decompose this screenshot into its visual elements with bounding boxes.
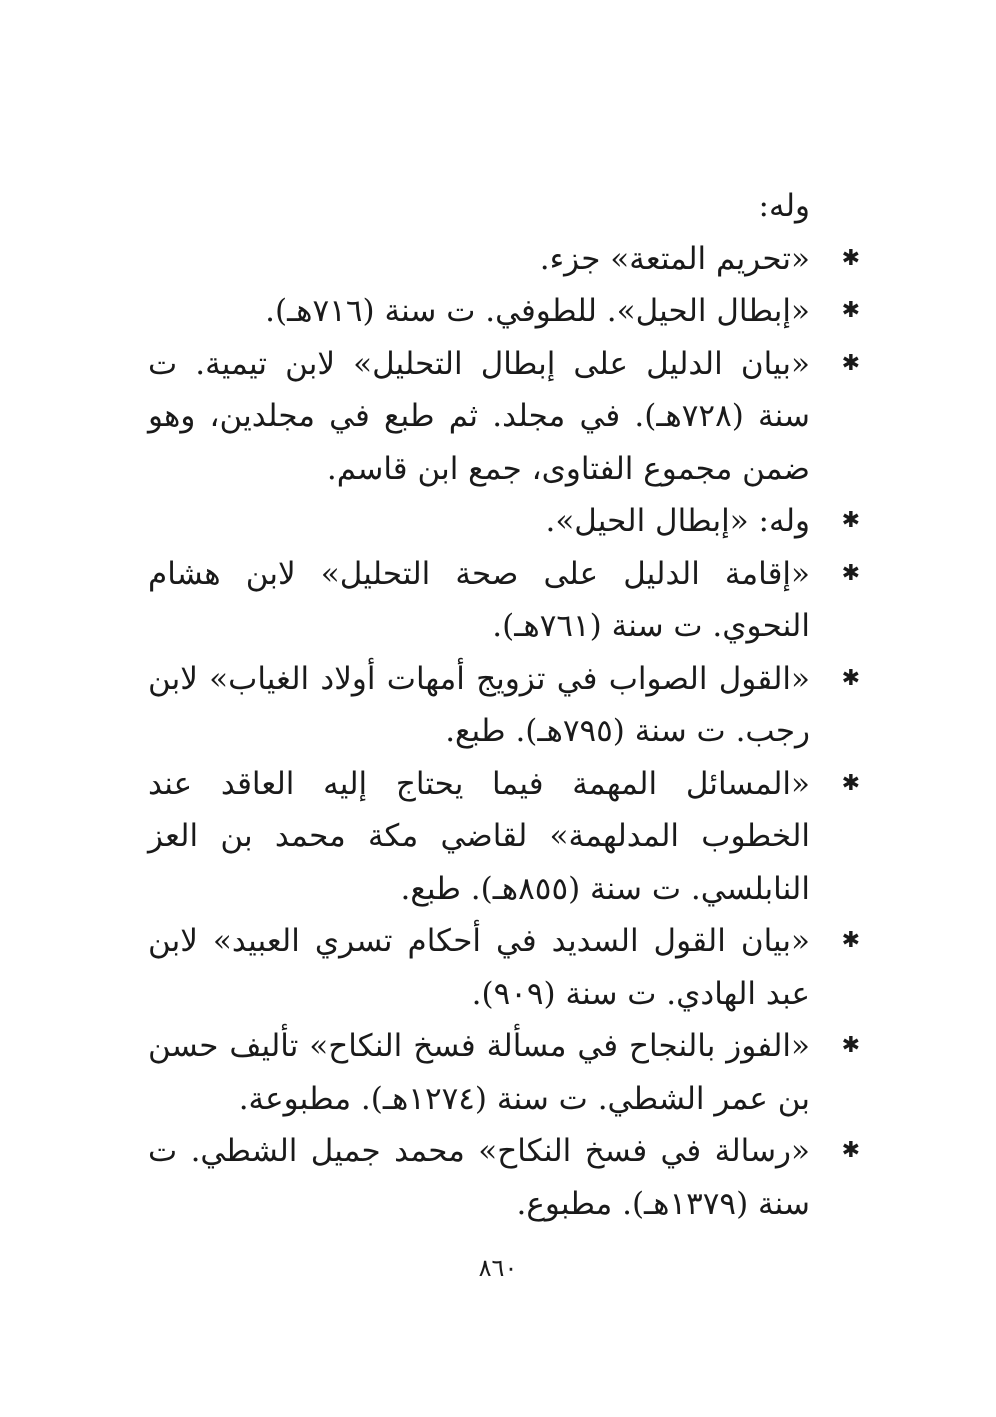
list-item bbox=[148, 285, 860, 338]
list-item bbox=[148, 915, 860, 1020]
list-item bbox=[148, 653, 860, 758]
entry-text: وله: «إبطال الحيل». bbox=[545, 503, 810, 539]
asterisk-bullet-icon: ✱ bbox=[841, 665, 860, 691]
list-item bbox=[148, 233, 860, 286]
asterisk-bullet-icon: ✱ bbox=[841, 508, 860, 533]
asterisk-bullet-icon: ✱ bbox=[841, 770, 860, 796]
entry-text: «بيان القول السديد في أحكام تسري العبيد» لابن عبد الهادي. ت سنة (٩٠٩). bbox=[148, 923, 810, 1012]
entry-text: «القول الصواب في تزويج أمهات أولاد الغياب» لابن رجب. ت سنة (٧٩٥هـ). طبع. bbox=[148, 660, 810, 749]
asterisk-bullet-icon: ✱ bbox=[841, 298, 860, 323]
entry-text: «رسالة في فسخ النكاح» محمد جميل الشطي. ت سنة (١٣٧٩هـ). مطبوع. bbox=[148, 1133, 810, 1222]
entry-text: «المسائل المهمة فيما يحتاج إليه العاقد عند الخطوب المدلهمة» لقاضي مكة محمد بن العز النابلسي. ت سنة (٨٥٥هـ). طبع. bbox=[148, 765, 810, 907]
page-number: ٨٦٠ bbox=[478, 1254, 518, 1282]
entry-text: «الفوز بالنجاح في مسألة فسخ النكاح» تأليف حسن بن عمر الشطي. ت سنة (١٢٧٤هـ). مطبوعة. bbox=[148, 1028, 810, 1117]
list-item bbox=[148, 495, 860, 548]
asterisk-bullet-icon: ✱ bbox=[841, 350, 860, 376]
entry-text: «إبطال الحيل». للطوفي. ت سنة (٧١٦هـ). bbox=[265, 293, 810, 329]
list-item bbox=[148, 338, 860, 496]
intro-label: وله: bbox=[758, 188, 810, 224]
entry-list bbox=[148, 233, 860, 1231]
entry-text: «إقامة الدليل على صحة التحليل» لابن هشام النحوي. ت سنة (٧٦١هـ). bbox=[148, 555, 810, 644]
asterisk-bullet-icon: ✱ bbox=[841, 245, 860, 271]
page-body bbox=[148, 180, 860, 1230]
entry-text: «بيان الدليل على إبطال التحليل» لابن تيمية. ت سنة (٧٢٨هـ). في مجلد. ثم طبع في مجلدين، وهو ضمن مجموع الفتاوى، جمع ابن قاسم. bbox=[148, 345, 810, 487]
entry-text: «تحريم المتعة» جزء. bbox=[539, 240, 810, 277]
asterisk-bullet-icon: ✱ bbox=[841, 1033, 860, 1058]
list-item bbox=[148, 1125, 860, 1230]
asterisk-bullet-icon: ✱ bbox=[841, 560, 860, 586]
asterisk-bullet-icon: ✱ bbox=[841, 1138, 860, 1163]
list-item bbox=[148, 1020, 860, 1125]
asterisk-bullet-icon: ✱ bbox=[841, 928, 860, 953]
list-item bbox=[148, 758, 860, 916]
list-item bbox=[148, 548, 860, 653]
